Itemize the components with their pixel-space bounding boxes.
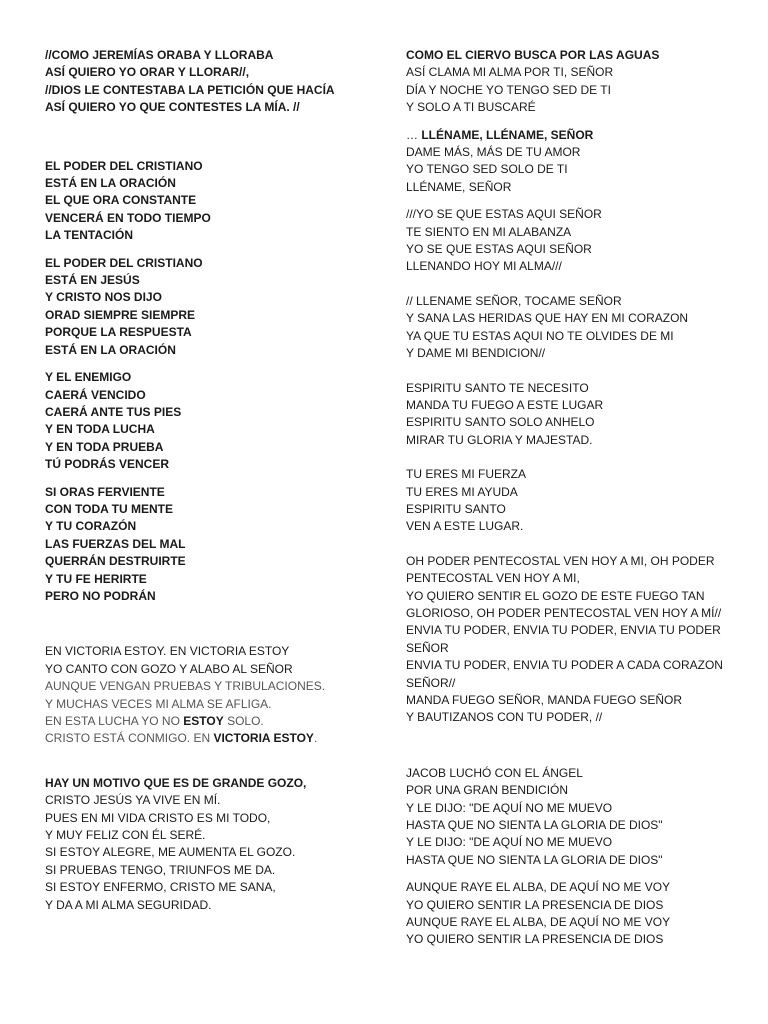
lyric-line: PORQUE LA RESPUESTA (45, 325, 192, 340)
lyric-text-bold: VICTORIA ESTOY (213, 731, 314, 746)
lyric-title: COMO EL CIERVO BUSCA POR LAS AGUAS (406, 48, 660, 62)
lyric-line (406, 127, 736, 144)
lyric-block-tocame (406, 293, 736, 363)
lyric-line: Y MUY FELIZ CON ÉL SERÉ. (45, 828, 206, 843)
lyric-line: Y LE DIJO: "DE AQUÍ NO ME MUEVO (406, 800, 613, 815)
lyric-line: Y SOLO A TI BUSCARÉ (406, 100, 536, 115)
lyric-block-motivo-gozo (45, 775, 385, 914)
lyric-line: GLORIOSO, OH PODER PENTECOSTAL VEN HOY A MÍ// (406, 605, 722, 620)
lyric-line: ASÍ QUIERO YO QUE CONTESTES LA MÍA. // (45, 100, 300, 115)
lyric-line: //DIOS LE CONTESTABA LA PETICIÓN QUE HACÍA (45, 82, 335, 97)
lyric-block-mi-fuerza (406, 466, 736, 536)
lyric-line: Y CRISTO NOS DIJO (45, 290, 162, 305)
lyric-line: CON TODA TU MENTE (45, 501, 173, 516)
lyric-line: ENVIA TU PODER, ENVIA TU PODER A CADA CORAZON (406, 658, 723, 673)
lyric-line: HASTA QUE NO SIENTA LA GLORIA DE DIOS" (406, 818, 663, 833)
lyric-block-ciervo (406, 47, 736, 117)
lyric-line: //COMO JEREMÍAS ORABA Y LLORABA (45, 48, 274, 62)
lyric-line: CRISTO JESÚS YA VIVE EN MÍ. (45, 793, 221, 808)
lyric-text: . (313, 731, 318, 746)
lyric-line: ASÍ CLAMA MI ALMA POR TI, SEÑOR (406, 65, 614, 80)
lyric-line: DAME MÁS, MÁS DE TU AMOR (406, 145, 581, 160)
lyric-line: VENCERÁ EN TODO TIEMPO (45, 210, 211, 225)
lyric-line: Y EN TODA LUCHA (45, 422, 155, 437)
lyric-line: HASTA QUE NO SIENTA LA GLORIA DE DIOS" (406, 852, 663, 867)
lyric-line: VEN A ESTE LUGAR. (406, 519, 524, 534)
lyric-line: LAS FUERZAS DEL MAL (45, 536, 186, 551)
lyric-line: ORAD SIEMPRE SIEMPRE (45, 307, 196, 322)
lyric-line: MANDA TU FUEGO A ESTE LUGAR (406, 397, 604, 412)
lyric-line: ESTÁ EN JESÚS (45, 273, 140, 288)
lyric-line: Y DA A MI ALMA SEGURIDAD. (45, 897, 212, 912)
lyric-line: POR UNA GRAN BENDICIÓN (406, 783, 569, 798)
lyric-line: CAERÁ VENCIDO (45, 387, 146, 402)
lyric-line: ASÍ QUIERO YO ORAR Y LLORAR//, (45, 65, 250, 80)
lyric-line: SI PRUEBAS TENGO, TRIUNFOS ME DA. (45, 862, 276, 877)
lyric-text: … (406, 127, 422, 142)
lyric-line: PENTECOSTAL VEN HOY A MI, (406, 571, 580, 586)
lyric-line: YO QUIERO SENTIR EL GOZO DE ESTE FUEGO TAN (406, 588, 705, 603)
lyric-line: EL PODER DEL CRISTIANO (45, 255, 203, 270)
lyric-line: AUNQUE RAYE EL ALBA, DE AQUÍ NO ME VOY (406, 915, 671, 930)
lyric-line: SI ESTOY ENFERMO, CRISTO ME SANA, (45, 880, 276, 895)
lyric-line: EL QUE ORA CONSTANTE (45, 193, 197, 208)
lyric-line: YO TENGO SED SOLO DE TI (406, 162, 568, 177)
lyric-title: LLÉNAME, LLÉNAME, SEÑOR (421, 127, 594, 142)
lyric-block-estas-aqui (406, 206, 736, 276)
lyric-text-bold: ESTOY (183, 714, 224, 728)
lyric-line: ESTÁ EN LA ORACIÓN (45, 342, 176, 357)
lyric-line (45, 730, 385, 747)
lyric-block-pentecostal (406, 553, 736, 727)
lyric-line: SI ESTOY ALEGRE, ME AUMENTA EL GOZO. (45, 845, 296, 860)
lyric-block-jeremias (45, 47, 385, 117)
lyric-text: CRISTO ESTÁ CONMIGO. EN (45, 731, 214, 746)
lyric-line: EL PODER DEL CRISTIANO (45, 158, 203, 173)
lyric-block-victoria (45, 643, 385, 747)
lyric-line: YA QUE TU ESTAS AQUI NO TE OLVIDES DE MI (406, 328, 674, 343)
lyric-line: SEÑOR// (406, 675, 456, 690)
lyric-block-raye-alba (406, 879, 736, 949)
lyric-line: DÍA Y NOCHE YO TENGO SED DE TI (406, 82, 611, 97)
lyric-line: Y LE DIJO: "DE AQUÍ NO ME MUEVO (406, 835, 613, 850)
lyric-line: ///YO SE QUE ESTAS AQUI SEÑOR (406, 207, 602, 222)
lyric-line: TE SIENTO EN MI ALABANZA (406, 224, 572, 239)
left-column (45, 47, 385, 914)
lyric-line: QUERRÁN DESTRUIRTE (45, 554, 186, 569)
lyric-line: ESPIRITU SANTO TE NECESITO (406, 380, 589, 395)
lyric-line: ESTÁ EN LA ORACIÓN (45, 176, 176, 191)
lyric-line: Y EN TODA PRUEBA (45, 439, 164, 454)
lyric-line: OH PODER PENTECOSTAL VEN HOY A MI, OH PODER (406, 553, 715, 568)
lyric-line: YO QUIERO SENTIR LA PRESENCIA DE DIOS (406, 897, 664, 912)
lyric-line: // LLENAME SEÑOR, TOCAME SEÑOR (406, 293, 622, 308)
lyric-block-enemigo (45, 369, 385, 473)
lyric-line: SI ORAS FERVIENTE (45, 484, 165, 499)
lyric-line: PERO NO PODRÁN (45, 588, 156, 603)
lyric-line: Y TU CORAZÓN (45, 519, 137, 534)
lyric-text: EN ESTA LUCHA YO NO (45, 714, 184, 728)
lyric-line: MIRAR TU GLORIA Y MAJESTAD. (406, 432, 593, 447)
lyric-line: PUES EN MI VIDA CRISTO ES MI TODO, (45, 810, 271, 825)
lyric-line: ENVIA TU PODER, ENVIA TU PODER, ENVIA TU PODER (406, 623, 721, 638)
lyric-line: TÚ PODRÁS VENCER (45, 457, 170, 472)
lyric-block-espiritu-santo (406, 380, 736, 450)
lyric-line: YO QUIERO SENTIR LA PRESENCIA DE DIOS (406, 932, 664, 947)
lyric-line: Y MUCHAS VECES MI ALMA SE AFLIGA. (45, 696, 272, 711)
lyric-title: HAY UN MOTIVO QUE ES DE GRANDE GOZO, (45, 775, 307, 790)
lyric-line: YO SE QUE ESTAS AQUI SEÑOR (406, 242, 592, 257)
lyric-line: LLÉNAME, SEÑOR (406, 179, 512, 194)
lyric-line: ESPIRITU SANTO (406, 501, 506, 516)
lyric-line: Y DAME MI BENDICION// (406, 346, 546, 361)
lyric-line: Y SANA LAS HERIDAS QUE HAY EN MI CORAZON (406, 311, 689, 326)
lyric-line: Y TU FE HERIRTE (45, 571, 147, 586)
lyric-line: LLENANDO HOY MI ALMA/// (406, 259, 562, 274)
lyric-line: AUNQUE VENGAN PRUEBAS Y TRIBULACIONES. (45, 679, 326, 694)
lyric-line: LA TENTACIÓN (45, 228, 133, 243)
lyric-line: SEÑOR (406, 640, 449, 655)
lyric-line (45, 713, 385, 730)
lyric-block-oras-ferviente (45, 484, 385, 606)
lyric-line: YO CANTO CON GOZO Y ALABO AL SEÑOR (45, 661, 293, 676)
right-column (406, 47, 736, 949)
lyric-line: MANDA FUEGO SEÑOR, MANDA FUEGO SEÑOR (406, 693, 683, 707)
lyric-line: Y BAUTIZANOS CON TU PODER, // (406, 710, 603, 725)
lyric-block-poder-oracion (45, 158, 385, 245)
lyric-line: Y EL ENEMIGO (45, 370, 132, 385)
lyric-line: TU ERES MI AYUDA (406, 484, 518, 499)
lyric-block-poder-jesus (45, 255, 385, 359)
lyric-block-jacob (406, 765, 736, 869)
lyric-line: CAERÁ ANTE TUS PIES (45, 404, 182, 419)
lyric-line: TU ERES MI FUERZA (406, 467, 527, 482)
lyric-line: ESPIRITU SANTO SOLO ANHELO (406, 415, 595, 430)
lyric-block-llename (406, 127, 736, 197)
lyric-line: EN VICTORIA ESTOY. EN VICTORIA ESTOY (45, 644, 290, 659)
lyric-text: SOLO. (223, 714, 264, 728)
lyric-line: JACOB LUCHÓ CON EL ÁNGEL (406, 765, 583, 780)
lyric-line: AUNQUE RAYE EL ALBA, DE AQUÍ NO ME VOY (406, 880, 671, 895)
